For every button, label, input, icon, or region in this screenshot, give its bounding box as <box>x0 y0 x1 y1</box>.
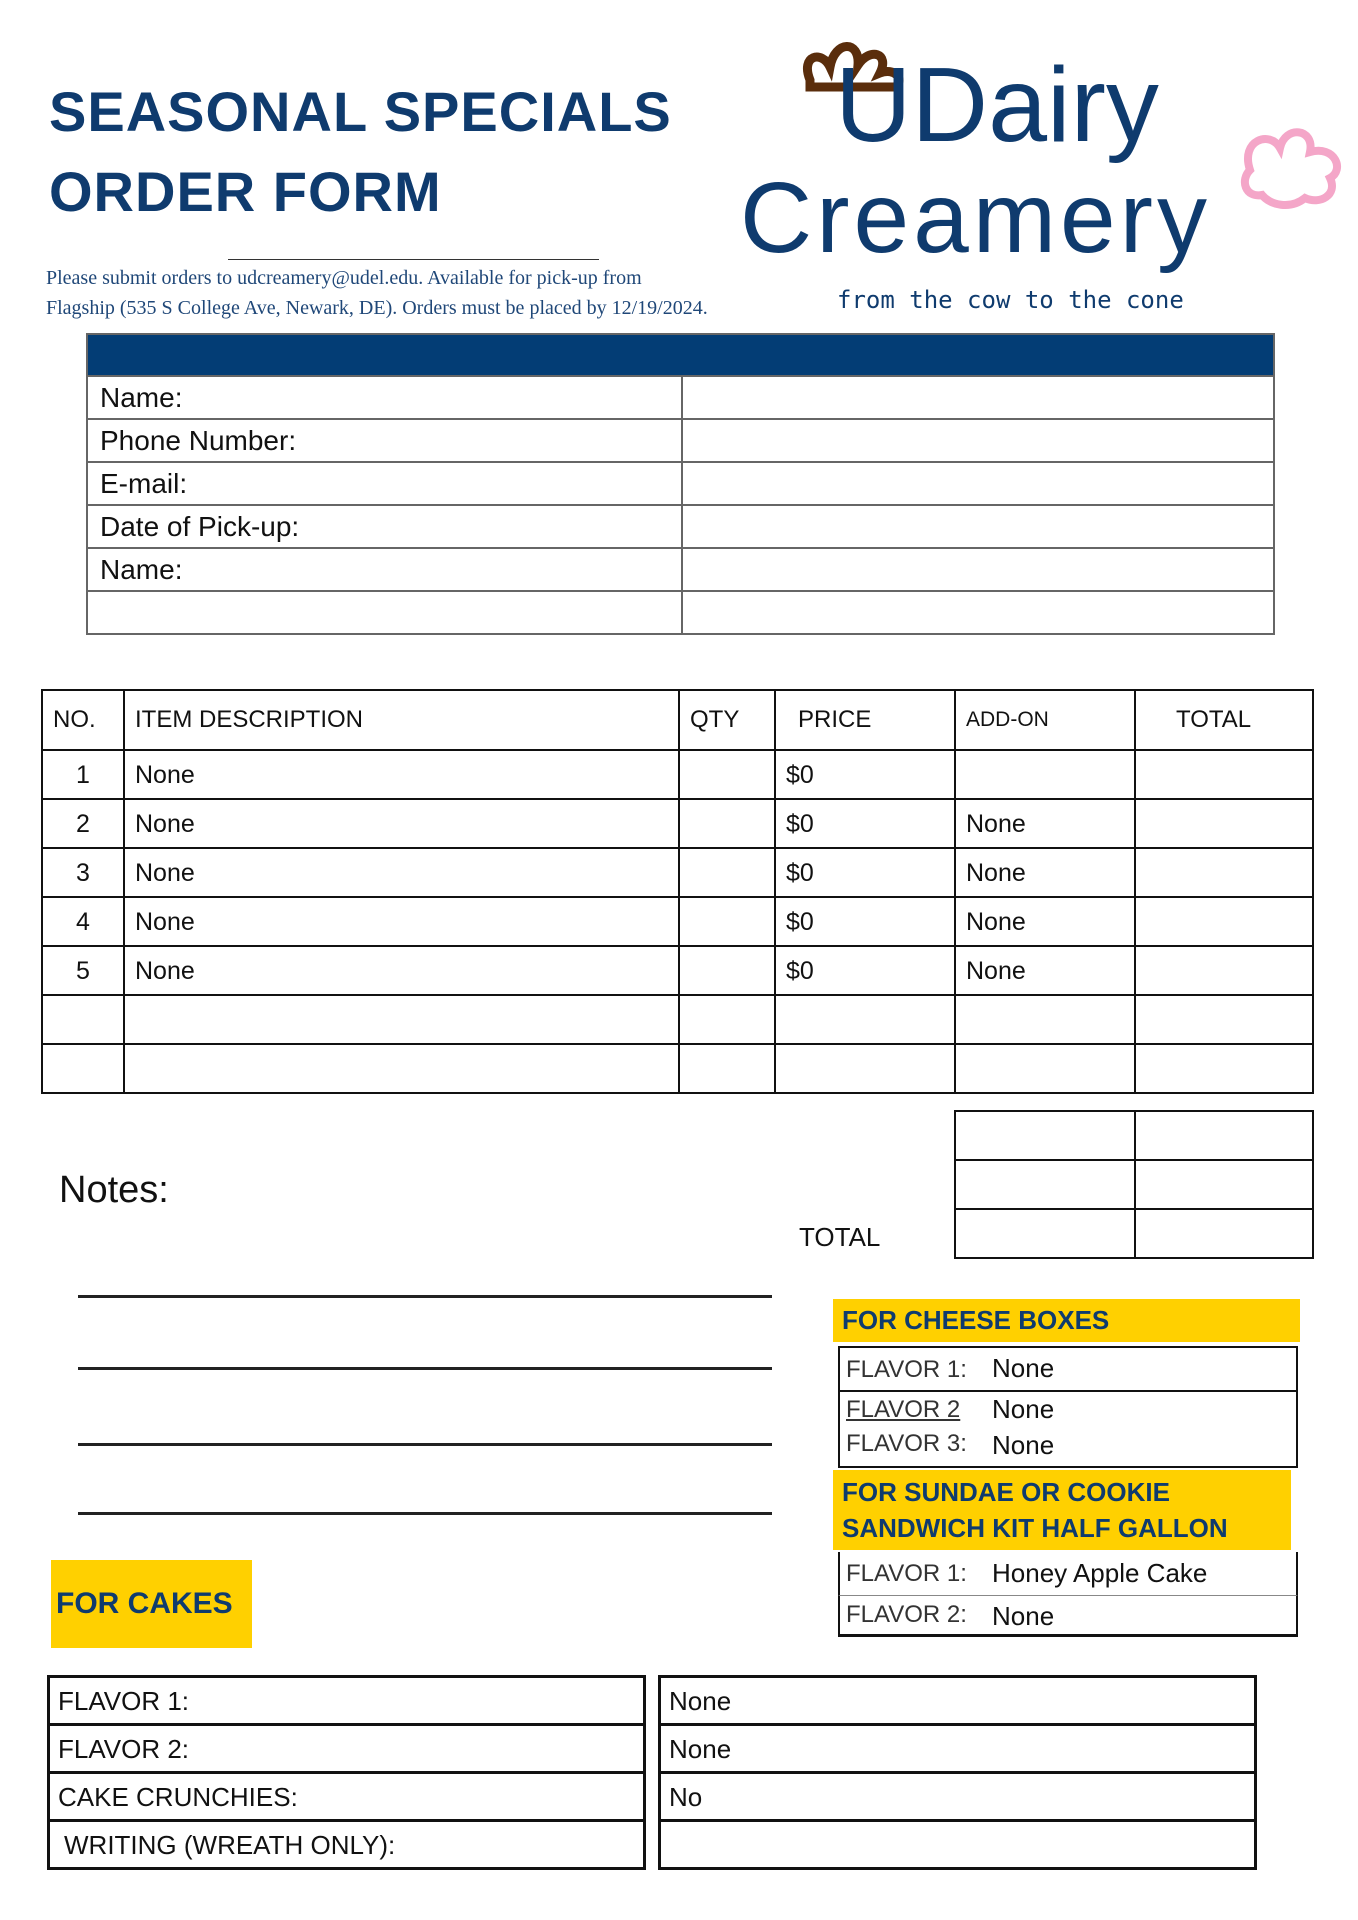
form-title-line1: SEASONAL SPECIALS <box>49 80 672 143</box>
cell-price[interactable]: $0 <box>775 946 955 995</box>
col-header-price: PRICE <box>775 690 955 750</box>
table-row <box>42 1044 1313 1093</box>
cell-total[interactable] <box>1135 995 1313 1044</box>
cell-desc[interactable]: None <box>124 897 679 946</box>
cell-addon[interactable]: None <box>955 946 1135 995</box>
cell-qty[interactable] <box>679 1044 775 1093</box>
cakes-heading: FOR CAKES <box>51 1560 252 1648</box>
cell-no: 3 <box>42 848 124 897</box>
name-field-2[interactable] <box>682 548 1274 591</box>
cake-flavor-2-value[interactable]: None <box>660 1725 1256 1773</box>
cell-price[interactable]: $0 <box>775 750 955 799</box>
cell-desc[interactable]: None <box>124 799 679 848</box>
flavor-label: FLAVOR 3: <box>846 1430 967 1457</box>
extra-field[interactable] <box>682 591 1274 634</box>
name-field[interactable] <box>682 376 1274 419</box>
notes-label: Notes: <box>59 1169 169 1211</box>
info-label: Phone Number: <box>87 419 682 462</box>
table-row <box>42 848 1313 897</box>
intro-line2: Flagship (535 S College Ave, Newark, DE). Orders must be placed by 12/19/2024. <box>46 297 708 319</box>
cell-no: 1 <box>42 750 124 799</box>
flavor-value[interactable]: Honey Apple Cake <box>992 1558 1208 1588</box>
table-row <box>42 897 1313 946</box>
notes-line[interactable] <box>78 1367 772 1370</box>
col-header-no: NO. <box>42 690 124 750</box>
info-label: E-mail: <box>87 462 682 505</box>
email-field[interactable] <box>682 462 1274 505</box>
info-label: Date of Pick-up: <box>87 505 682 548</box>
cell-addon[interactable]: None <box>955 799 1135 848</box>
customer-info-table <box>86 333 1275 635</box>
cell-qty[interactable] <box>679 799 775 848</box>
flavor-label: FLAVOR 2 <box>846 1396 961 1423</box>
total-label: TOTAL <box>799 1222 881 1252</box>
cell-desc[interactable] <box>124 1044 679 1093</box>
cake-label: FLAVOR 1: <box>49 1677 645 1725</box>
info-header-bar <box>87 334 1274 376</box>
cell-price[interactable]: $0 <box>775 799 955 848</box>
cell-total[interactable] <box>1135 946 1313 995</box>
cake-label: CAKE CRUNCHIES: <box>49 1773 645 1821</box>
cell-desc[interactable] <box>124 995 679 1044</box>
divider <box>228 259 599 260</box>
addon-cell[interactable] <box>955 1111 1135 1160</box>
sundae-kit-heading <box>833 1470 1291 1550</box>
addon-cell[interactable] <box>955 1160 1135 1209</box>
cheese-boxes-heading: FOR CHEESE BOXES <box>833 1299 1300 1342</box>
total-cell[interactable] <box>1135 1160 1313 1209</box>
logo-line2: Creamery <box>740 162 1211 274</box>
pickup-date-field[interactable] <box>682 505 1274 548</box>
cake-labels-table <box>47 1675 646 1870</box>
cell-total[interactable] <box>1135 897 1313 946</box>
cell-no <box>42 995 124 1044</box>
order-items-table <box>41 689 1314 1094</box>
logo-line1: UDairy <box>835 46 1159 164</box>
intro-line1: Please submit orders to udcreamery@udel.edu. Available for pick-up from <box>46 267 642 289</box>
info-label <box>87 591 682 634</box>
cell-addon[interactable] <box>955 1044 1135 1093</box>
cell-no <box>42 1044 124 1093</box>
table-row <box>42 946 1313 995</box>
cake-values-table <box>658 1675 1257 1870</box>
cell-addon[interactable]: None <box>955 897 1135 946</box>
grand-total-cell[interactable] <box>1135 1209 1313 1258</box>
col-header-total: TOTAL <box>1135 690 1313 750</box>
cell-price[interactable] <box>775 1044 955 1093</box>
cell-total[interactable] <box>1135 848 1313 897</box>
cell-price[interactable] <box>775 995 955 1044</box>
notes-line[interactable] <box>78 1295 772 1298</box>
cell-qty[interactable] <box>679 995 775 1044</box>
flavor-value[interactable]: None <box>992 1601 1055 1631</box>
cell-addon[interactable] <box>955 750 1135 799</box>
sundae-flavor-1-row[interactable] <box>838 1552 1298 1596</box>
info-label: Name: <box>87 548 682 591</box>
table-row <box>42 750 1313 799</box>
sundae-heading-line2: SANDWICH KIT HALF GALLON <box>842 1513 1228 1543</box>
cell-desc[interactable]: None <box>124 750 679 799</box>
cake-label: FLAVOR 2: <box>49 1725 645 1773</box>
cell-addon[interactable]: None <box>955 848 1135 897</box>
flavor-label: FLAVOR 1: <box>846 1356 967 1383</box>
form-title-line2: ORDER FORM <box>49 160 442 223</box>
cell-addon[interactable] <box>955 995 1135 1044</box>
col-header-addon: ADD-ON <box>955 690 1135 750</box>
table-row <box>42 995 1313 1044</box>
cell-qty[interactable] <box>679 897 775 946</box>
logo-tagline: from the cow to the cone <box>837 286 1184 314</box>
cell-total[interactable] <box>1135 799 1313 848</box>
cheese-flavor-1-row[interactable] <box>838 1346 1298 1392</box>
flavor-value[interactable]: None <box>992 1353 1055 1383</box>
cell-qty[interactable] <box>679 750 775 799</box>
cell-no: 2 <box>42 799 124 848</box>
flavor-value[interactable]: None <box>992 1430 1055 1460</box>
phone-field[interactable] <box>682 419 1274 462</box>
col-header-qty: QTY <box>679 690 775 750</box>
notes-line[interactable] <box>78 1443 772 1446</box>
cell-total[interactable] <box>1135 750 1313 799</box>
sundae-flavor-2-row[interactable] <box>838 1596 1298 1637</box>
total-summary-cells <box>954 1110 1314 1259</box>
info-label: Name: <box>87 376 682 419</box>
cheese-flavor-2-3-rows[interactable] <box>838 1390 1298 1468</box>
flavor-value[interactable]: None <box>992 1394 1055 1424</box>
cell-desc[interactable]: None <box>124 946 679 995</box>
flavor-label: FLAVOR 1: <box>846 1560 967 1587</box>
cake-crunchies-value[interactable]: No <box>660 1773 1256 1821</box>
notes-line[interactable] <box>78 1512 772 1515</box>
flavor-label: FLAVOR 2: <box>846 1601 967 1628</box>
cell-desc[interactable]: None <box>124 848 679 897</box>
cell-price[interactable]: $0 <box>775 897 955 946</box>
cell-total[interactable] <box>1135 1044 1313 1093</box>
cake-label: WRITING (WREATH ONLY): <box>49 1821 645 1869</box>
total-cell[interactable] <box>1135 1111 1313 1160</box>
cell-price[interactable]: $0 <box>775 848 955 897</box>
cell-qty[interactable] <box>679 946 775 995</box>
ice-cream-scoop-icon <box>1245 132 1337 205</box>
cake-flavor-1-value[interactable]: None <box>660 1677 1256 1725</box>
table-row <box>42 799 1313 848</box>
col-header-description: ITEM DESCRIPTION <box>124 690 679 750</box>
cell-no: 4 <box>42 897 124 946</box>
cell-qty[interactable] <box>679 848 775 897</box>
sundae-heading-line1: FOR SUNDAE OR COOKIE <box>842 1477 1170 1507</box>
cell-no: 5 <box>42 946 124 995</box>
cake-writing-value[interactable] <box>660 1821 1256 1869</box>
addon-total-cell[interactable] <box>955 1209 1135 1258</box>
